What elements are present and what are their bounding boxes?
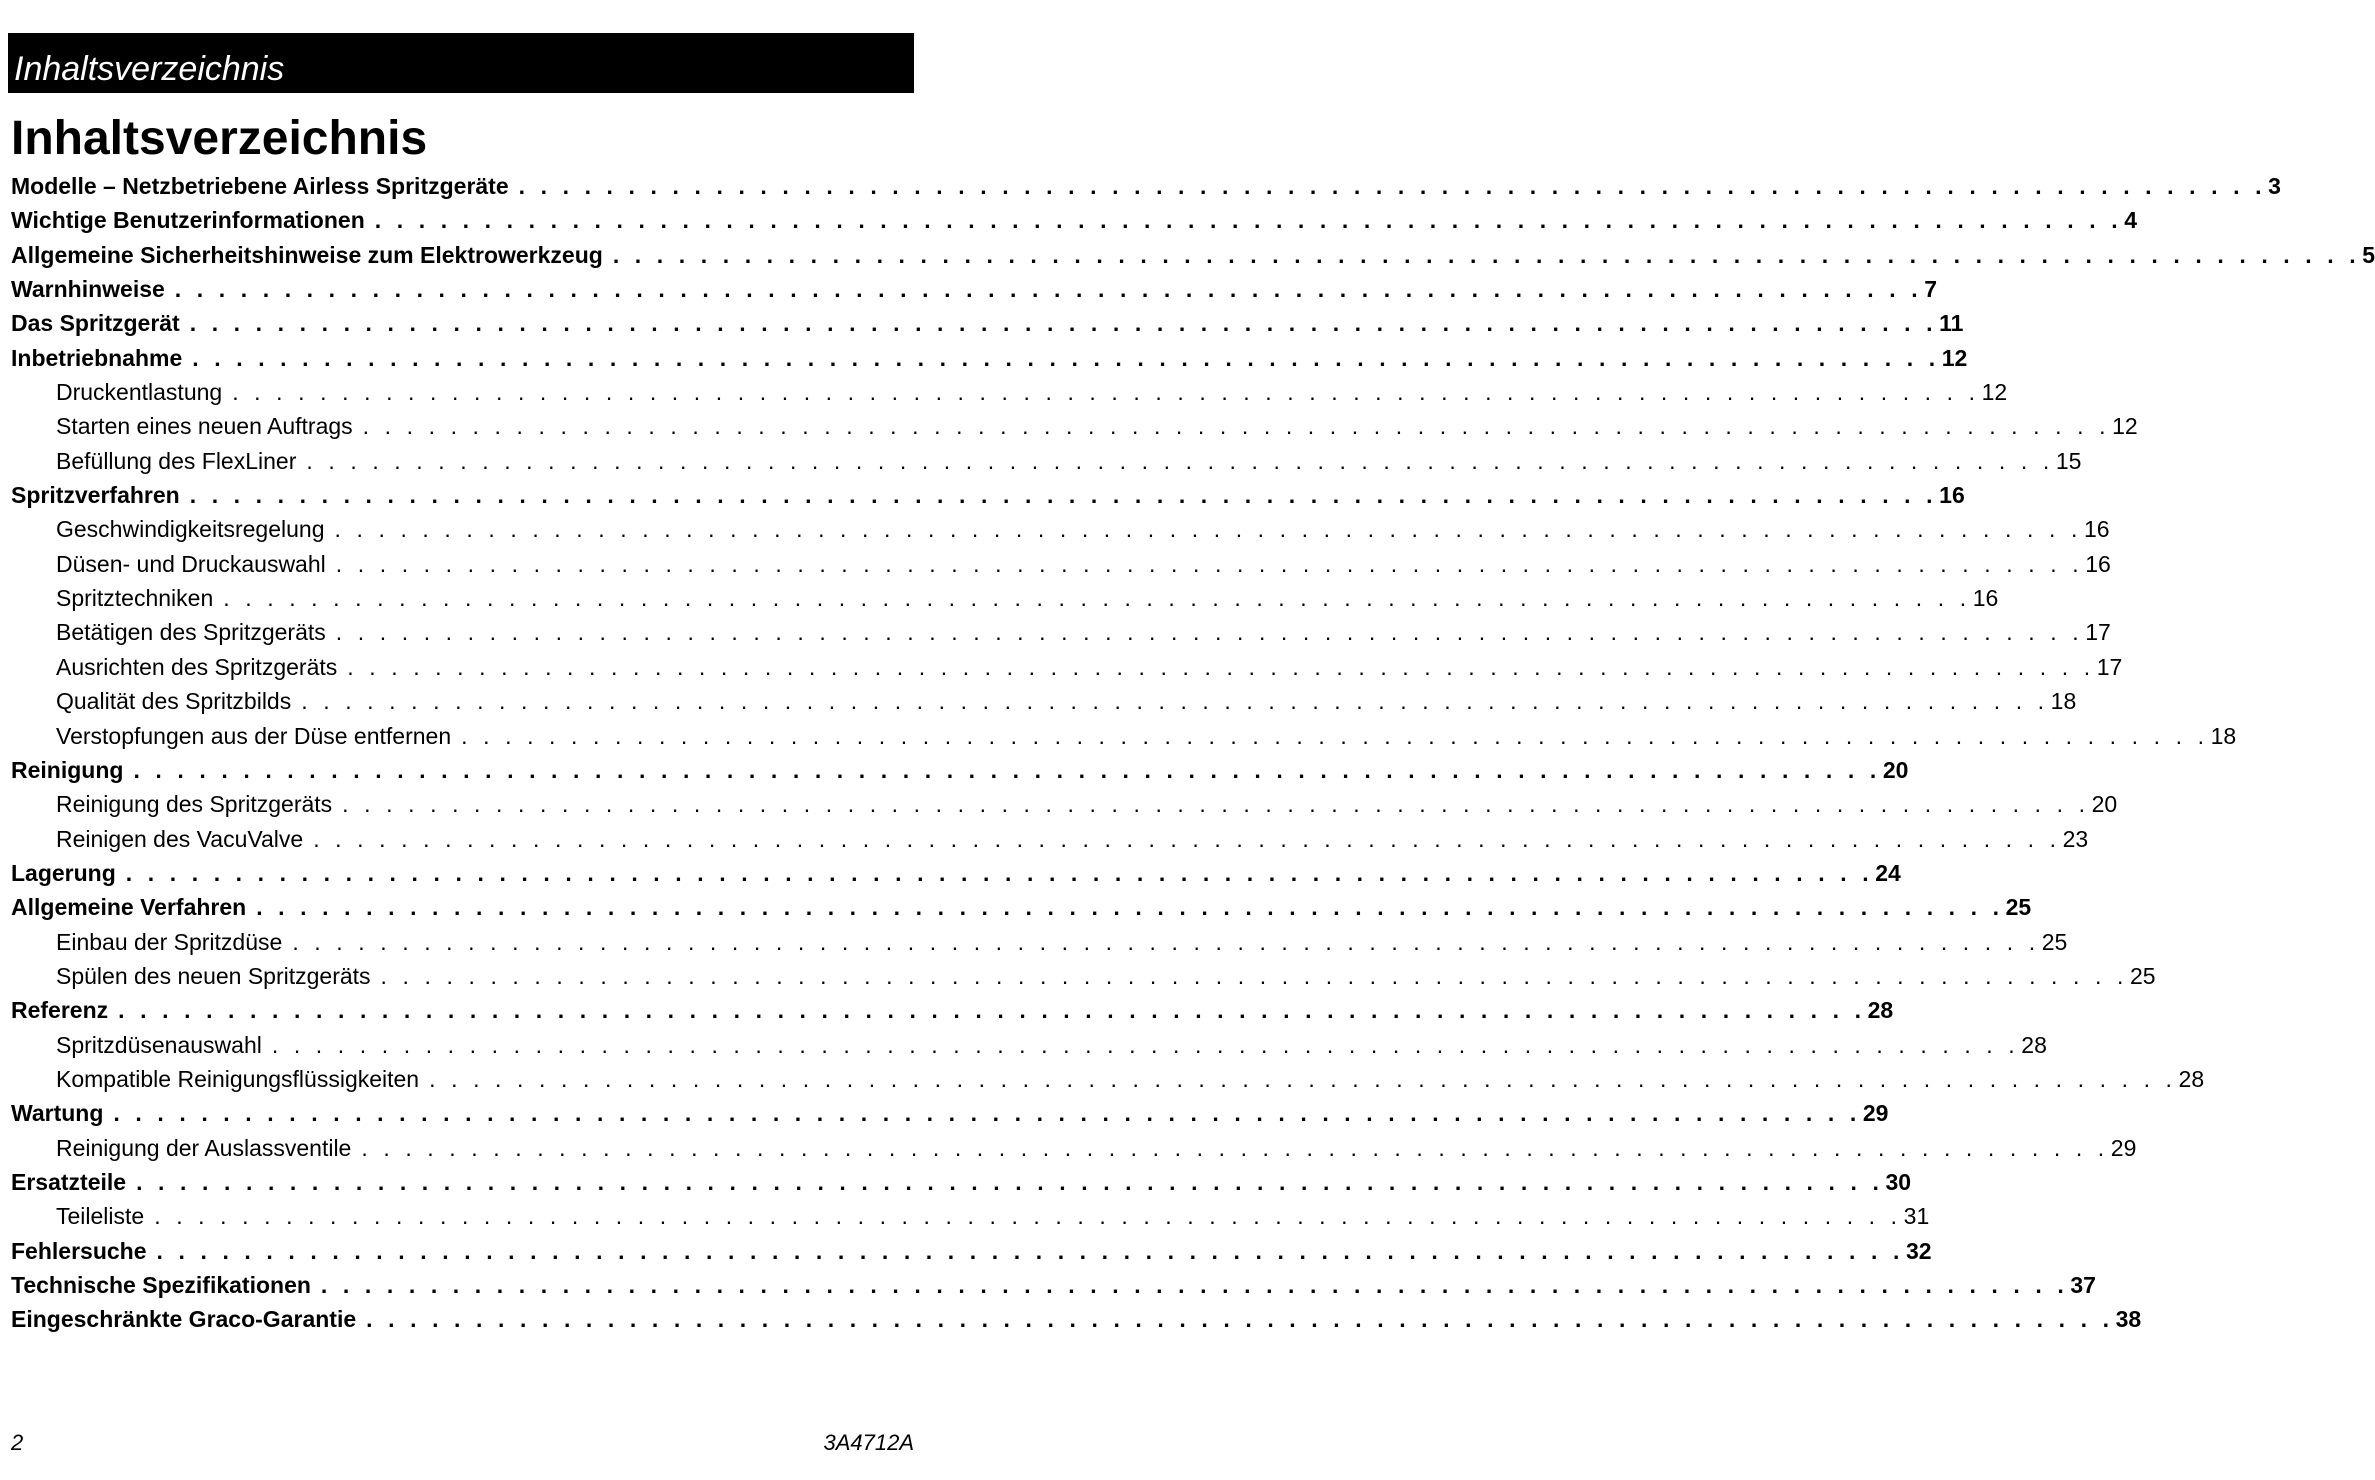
toc-entry-page: 16 — [1939, 482, 1965, 509]
toc-entry-label: Wartung — [11, 1100, 104, 1127]
toc-entry-label: Starten eines neuen Auftrags — [56, 413, 353, 440]
toc-entry-label: Verstopfungen aus der Düse entfernen — [56, 722, 452, 749]
toc-entry-label: Reinigung — [11, 756, 124, 783]
toc-entry-page: 17 — [2085, 619, 2111, 646]
toc-entry-page: 25 — [2129, 962, 2156, 989]
toc-entry[interactable] — [11, 306, 1964, 340]
toc-entry-page: 32 — [1905, 1237, 1932, 1264]
toc-entry-label: Allgemeine Verfahren — [11, 894, 247, 921]
toc-entry[interactable] — [11, 890, 2032, 924]
toc-entry[interactable] — [11, 753, 1909, 787]
header-banner — [8, 33, 914, 93]
toc-entry-label: Spritztechniken — [56, 585, 214, 612]
toc-subentry[interactable] — [11, 822, 2089, 856]
toc-entry[interactable] — [11, 478, 1965, 512]
toc-entry-label: Druckentlastung — [56, 379, 223, 406]
toc-leader-dots: . . . . . . . . . . . . . . . . . . . . . . . . . . . . . . . . . . . . . . . . . . . . . . . . . . . . . . . . . . . . . . . . . . . . . . . . . . . . . . . . — [342, 791, 2090, 818]
toc-leader-dots: . . . . . . . . . . . . . . . . . . . . . . . . . . . . . . . . . . . . . . . . . . . . . . . . . . . . . . . . . . . . . . . . . . . . . . . . . . . . . . . . — [133, 756, 1881, 783]
toc-leader-dots: . . . . . . . . . . . . . . . . . . . . . . . . . . . . . . . . . . . . . . . . . . . . . . . . . . . . . . . . . . . . . . . . . . . . . . . . . . . . . . . . — [429, 1065, 2177, 1092]
toc-entry[interactable] — [11, 856, 1901, 890]
toc-subentry[interactable] — [11, 375, 2008, 409]
toc-entry-page: 25 — [2005, 894, 2032, 921]
toc-leader-dots: . . . . . . . . . . . . . . . . . . . . . . . . . . . . . . . . . . . . . . . . . . . . . . . . . . . . . . . . . . . . . . . . . . . . . . . . . . . . . . . . — [189, 482, 1938, 509]
toc-entry-label: Reinigung der Auslassventile — [56, 1134, 352, 1161]
toc-entry-page: 12 — [1941, 344, 1968, 371]
toc-entry-page: 38 — [2115, 1306, 2142, 1333]
toc-entry-page: 30 — [1885, 1168, 1912, 1195]
toc-entry-page: 11 — [1939, 310, 1964, 337]
toc-entry[interactable] — [11, 272, 1938, 306]
toc-leader-dots: . . . . . . . . . . . . . . . . . . . . . . . . . . . . . . . . . . . . . . . . . . . . . . . . . . . . . . . . . . . . . . . . . . . . . . . . . . . . . . . . — [366, 1306, 2114, 1333]
toc-leader-dots: . . . . . . . . . . . . . . . . . . . . . . . . . . . . . . . . . . . . . . . . . . . . . . . . . . . . . . . . . . . . . . . . . . . . . . . . . . . . . . . . — [518, 173, 2267, 199]
document-code: 3A4712A — [823, 1430, 914, 1455]
toc-subentry[interactable] — [11, 444, 2082, 478]
toc-entry[interactable] — [11, 238, 2375, 272]
toc-subentry[interactable] — [11, 409, 2138, 443]
toc-leader-dots: . . . . . . . . . . . . . . . . . . . . . . . . . . . . . . . . . . . . . . . . . . . . . . . . . . . . . . . . . . . . . . . . . . . . . . . . . . . . . . . . — [612, 241, 2361, 268]
toc-leader-dots: . . . . . . . . . . . . . . . . . . . . . . . . . . . . . . . . . . . . . . . . . . . . . . . . . . . . . . . . . . . . . . . . . . . . . . . . . . . . . . . . — [156, 1237, 1904, 1264]
toc-entry-label: Qualität des Spritzbilds — [56, 688, 292, 715]
toc-leader-dots: . . . . . . . . . . . . . . . . . . . . . . . . . . . . . . . . . . . . . . . . . . . . . . . . . . . . . . . . . . . . . . . . . . . . . . . . . . . . . . . . — [380, 962, 2128, 989]
toc-leader-dots: . . . . . . . . . . . . . . . . . . . . . . . . . . . . . . . . . . . . . . . . . . . . . . . . . . . . . . . . . . . . . . . . . . . . . . . . . . . . . . . . — [292, 928, 2040, 955]
toc-entry[interactable] — [11, 1165, 1912, 1199]
toc-entry-label: Teileliste — [56, 1203, 145, 1230]
toc-entry-page: 16 — [2085, 550, 2111, 577]
toc-entry-label: Fehlersuche — [11, 1237, 147, 1264]
toc-entry-page: 4 — [2124, 207, 2137, 234]
toc-entry-label: Eingeschränkte Graco-Garantie — [11, 1306, 357, 1333]
toc-entry-label: Lagerung — [11, 859, 116, 886]
page-title: Inhaltsverzeichnis — [11, 112, 428, 165]
toc-leader-dots: . . . . . . . . . . . . . . . . . . . . . . . . . . . . . . . . . . . . . . . . . . . . . . . . . . . . . . . . . . . . . . . . . . . . . . . . . . . . . . . . — [118, 997, 1866, 1024]
toc-subentry[interactable] — [11, 581, 1999, 615]
toc-entry-page: 16 — [1972, 585, 1999, 612]
toc-entry[interactable] — [11, 1096, 1889, 1130]
toc-entry-page: 25 — [2041, 928, 2068, 955]
toc-subentry[interactable] — [11, 959, 2156, 993]
toc-entry-label: Düsen- und Druckauswahl — [56, 550, 326, 577]
toc-leader-dots: . . . . . . . . . . . . . . . . . . . . . . . . . . . . . . . . . . . . . . . . . . . . . . . . . . . . . . . . . . . . . . . . . . . . . . . . . . . . . . . . — [136, 1168, 1884, 1195]
toc-entry-label: Reinigung des Spritzgeräts — [56, 791, 333, 818]
toc-entry[interactable] — [11, 1302, 2142, 1336]
toc-leader-dots: . . . . . . . . . . . . . . . . . . . . . . . . . . . . . . . . . . . . . . . . . . . . . . . . . . . . . . . . . . . . . . . . . . . . . . . . . . . . . . . . — [189, 310, 1938, 337]
toc-entry[interactable] — [11, 993, 1894, 1027]
toc-entry-page: 15 — [2055, 447, 2082, 474]
toc-entry-label: Ersatzteile — [11, 1168, 127, 1195]
toc-leader-dots: . . . . . . . . . . . . . . . . . . . . . . . . . . . . . . . . . . . . . . . . . . . . . . . . . . . . . . . . . . . . . . . . . . . . . . . . . . . . . . . . — [271, 1031, 2020, 1058]
toc-entry-label: Technische Spezifikationen — [11, 1272, 311, 1298]
toc-entry-label: Spritzverfahren — [11, 482, 180, 509]
toc-leader-dots: . . . . . . . . . . . . . . . . . . . . . . . . . . . . . . . . . . . . . . . . . . . . . . . . . . . . . . . . . . . . . . . . . . . . . . . . . . . . . . . . — [192, 344, 1940, 371]
toc-entry-page: 29 — [2110, 1134, 2137, 1161]
toc-subentry[interactable] — [11, 650, 2123, 684]
toc-entry[interactable] — [11, 1268, 2096, 1302]
toc-entry-page: 18 — [2050, 688, 2077, 715]
toc-entry-page: 28 — [1867, 997, 1894, 1024]
toc-entry-label: Spülen des neuen Spritzgeräts — [56, 962, 371, 989]
toc-entry-page: 18 — [2210, 722, 2237, 749]
toc-subentry[interactable] — [11, 615, 2111, 649]
toc-subentry[interactable] — [11, 1131, 2137, 1165]
toc-leader-dots: . . . . . . . . . . . . . . . . . . . . . . . . . . . . . . . . . . . . . . . . . . . . . . . . . . . . . . . . . . . . . . . . . . . . . . . . . . . . . . . . — [256, 894, 2004, 921]
toc-entry-label: Inbetriebnahme — [11, 344, 183, 371]
toc-subentry[interactable] — [11, 1199, 1930, 1233]
toc-entry-page: 7 — [1924, 276, 1938, 303]
toc-leader-dots: . . . . . . . . . . . . . . . . . . . . . . . . . . . . . . . . . . . . . . . . . . . . . . . . . . . . . . . . . . . . . . . . . . . . . . . . . . . . . . . . — [174, 276, 1923, 303]
toc-entry-page: 5 — [2362, 241, 2375, 268]
toc-leader-dots: . . . . . . . . . . . . . . . . . . . . . . . . . . . . . . . . . . . . . . . . . . . . . . . . . . . . . . . . . . . . . . . . . . . . . . . . . . . . . . . . — [223, 585, 1971, 612]
toc-entry-page: 37 — [2070, 1272, 2096, 1298]
toc-leader-dots: . . . . . . . . . . . . . . . . . . . . . . . . . . . . . . . . . . . . . . . . . . . . . . . . . . . . . . . . . . . . . . . . . . . . . . . . . . . . . . . . — [313, 825, 2061, 852]
toc-entry-page: 12 — [2112, 413, 2138, 440]
toc-leader-dots: . . . . . . . . . . . . . . . . . . . . . . . . . . . . . . . . . . . . . . . . . . . . . . . . . . . . . . . . . . . . . . . . . . . . . . . . . . . . . . . . — [334, 516, 2082, 543]
toc-leader-dots: . . . . . . . . . . . . . . . . . . . . . . . . . . . . . . . . . . . . . . . . . . . . . . . . . . . . . . . . . . . . . . . . . . . . . . . . . . . . . . . . — [320, 1272, 2069, 1298]
toc-entry-label: Kompatible Reinigungsflüssigkeiten — [56, 1065, 420, 1092]
banner-title: Inhaltsverzeichnis — [14, 50, 285, 88]
toc-leader-dots: . . . . . . . . . . . . . . . . . . . . . . . . . . . . . . . . . . . . . . . . . . . . . . . . . . . . . . . . . . . . . . . . . . . . . . . . . . . . . . . . — [361, 1134, 2109, 1161]
toc-entry-page: 31 — [1903, 1203, 1930, 1230]
toc-entry-page: 28 — [2021, 1031, 2047, 1058]
toc-subentry[interactable] — [11, 787, 2118, 821]
toc-subentry[interactable] — [11, 719, 2237, 753]
toc-leader-dots: . . . . . . . . . . . . . . . . . . . . . . . . . . . . . . . . . . . . . . . . . . . . . . . . . . . . . . . . . . . . . . . . . . . . . . . . . . . . . . . . — [374, 207, 2123, 234]
toc-leader-dots: . . . . . . . . . . . . . . . . . . . . . . . . . . . . . . . . . . . . . . . . . . . . . . . . . . . . . . . . . . . . . . . . . . . . . . . . . . . . . . . . — [232, 379, 1980, 406]
toc-entry-page: 3 — [2268, 173, 2281, 199]
toc-entry[interactable] — [11, 341, 1968, 375]
toc-leader-dots: . . . . . . . . . . . . . . . . . . . . . . . . . . . . . . . . . . . . . . . . . . . . . . . . . . . . . . . . . . . . . . . . . . . . . . . . . . . . . . . . — [335, 550, 2084, 577]
toc-entry-page: 28 — [2178, 1065, 2205, 1092]
toc-entry-page: 24 — [1875, 859, 1901, 886]
toc-entry[interactable] — [11, 169, 2281, 203]
toc-leader-dots: . . . . . . . . . . . . . . . . . . . . . . . . . . . . . . . . . . . . . . . . . . . . . . . . . . . . . . . . . . . . . . . . . . . . . . . . . . . . . . . . — [362, 413, 2111, 440]
toc-entry-label: Betätigen des Spritzgeräts — [56, 619, 326, 646]
toc-entry-label: Das Spritzgerät — [11, 310, 180, 337]
toc-entry-label: Reinigen des VacuValve — [56, 825, 304, 852]
toc-entry-page: 20 — [2091, 791, 2118, 818]
table-of-contents — [11, 169, 2375, 1337]
toc-subentry[interactable] — [11, 547, 2111, 581]
toc-leader-dots: . . . . . . . . . . . . . . . . . . . . . . . . . . . . . . . . . . . . . . . . . . . . . . . . . . . . . . . . . . . . . . . . . . . . . . . . . . . . . . . . — [125, 859, 1874, 886]
toc-entry[interactable] — [11, 203, 2137, 237]
toc-entry-page: 12 — [1981, 379, 2008, 406]
toc-entry-label: Wichtige Benutzerinformationen — [11, 207, 365, 234]
toc-leader-dots: . . . . . . . . . . . . . . . . . . . . . . . . . . . . . . . . . . . . . . . . . . . . . . . . . . . . . . . . . . . . . . . . . . . . . . . . . . . . . . . . — [461, 722, 2209, 749]
toc-leader-dots: . . . . . . . . . . . . . . . . . . . . . . . . . . . . . . . . . . . . . . . . . . . . . . . . . . . . . . . . . . . . . . . . . . . . . . . . . . . . . . . . — [113, 1100, 1861, 1127]
toc-leader-dots: . . . . . . . . . . . . . . . . . . . . . . . . . . . . . . . . . . . . . . . . . . . . . . . . . . . . . . . . . . . . . . . . . . . . . . . . . . . . . . . . — [306, 447, 2054, 474]
toc-subentry[interactable] — [11, 1028, 2047, 1062]
toc-entry-page: 17 — [2096, 653, 2123, 680]
toc-subentry[interactable] — [11, 512, 2110, 546]
toc-entry-page: 20 — [1882, 756, 1909, 783]
toc-entry-label: Referenz — [11, 997, 109, 1024]
toc-leader-dots: . . . . . . . . . . . . . . . . . . . . . . . . . . . . . . . . . . . . . . . . . . . . . . . . . . . . . . . . . . . . . . . . . . . . . . . . . . . . . . . . — [154, 1203, 1902, 1230]
toc-subentry[interactable] — [11, 1062, 2205, 1096]
toc-entry[interactable] — [11, 1234, 1932, 1268]
page-number: 2 — [11, 1430, 24, 1455]
toc-entry-page: 29 — [1862, 1100, 1889, 1127]
toc-entry-label: Allgemeine Sicherheitshinweise zum Elektrowerkzeug — [11, 241, 603, 268]
toc-leader-dots: . . . . . . . . . . . . . . . . . . . . . . . . . . . . . . . . . . . . . . . . . . . . . . . . . . . . . . . . . . . . . . . . . . . . . . . . . . . . . . . . — [335, 619, 2084, 646]
toc-entry-label: Einbau der Spritzdüse — [56, 928, 283, 955]
toc-entry-label: Spritzdüsenauswahl — [56, 1031, 262, 1058]
toc-entry-label: Befüllung des FlexLiner — [56, 447, 297, 474]
toc-entry-label: Ausrichten des Spritzgeräts — [56, 653, 338, 680]
toc-leader-dots: . . . . . . . . . . . . . . . . . . . . . . . . . . . . . . . . . . . . . . . . . . . . . . . . . . . . . . . . . . . . . . . . . . . . . . . . . . . . . . . . — [301, 688, 2049, 715]
toc-subentry[interactable] — [11, 684, 2077, 718]
toc-entry-label: Modelle – Netzbetriebene Airless Spritzgeräte — [11, 173, 509, 199]
toc-entry-page: 23 — [2062, 825, 2089, 852]
toc-subentry[interactable] — [11, 925, 2068, 959]
toc-entry-page: 16 — [2083, 516, 2110, 543]
toc-entry-label: Geschwindigkeitsregelung — [56, 516, 325, 543]
toc-leader-dots: . . . . . . . . . . . . . . . . . . . . . . . . . . . . . . . . . . . . . . . . . . . . . . . . . . . . . . . . . . . . . . . . . . . . . . . . . . . . . . . . — [347, 653, 2095, 680]
toc-entry-label: Warnhinweise — [11, 276, 165, 303]
